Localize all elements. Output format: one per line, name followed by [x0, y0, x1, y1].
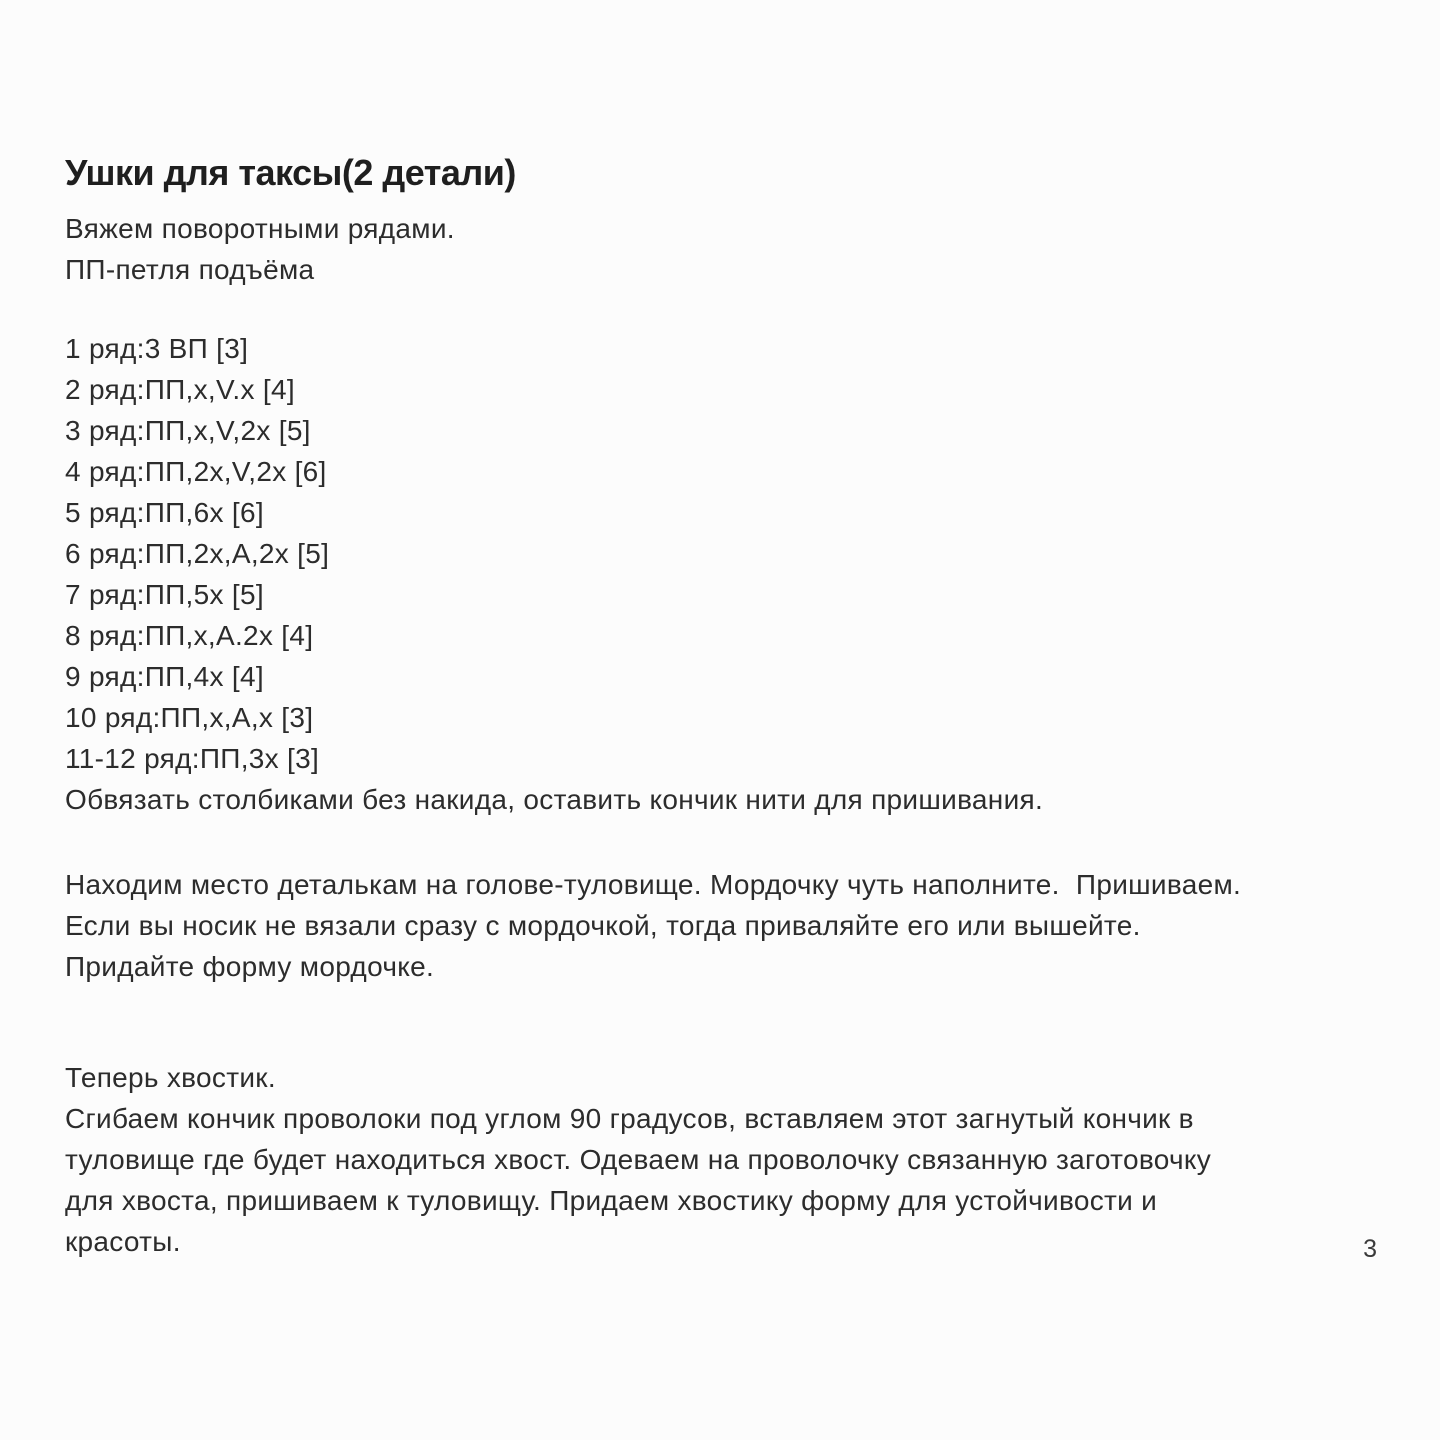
attach-paragraph-line-3: Придайте форму мордочке. [65, 951, 435, 982]
pattern-row-5: 5 ряд:ПП,6х [6] [65, 497, 264, 528]
pattern-row-3: 3 ряд:ПП,х,V,2х [5] [65, 415, 311, 446]
document-content [65, 152, 1395, 1262]
pattern-row-1: 1 ряд:3 ВП [3] [65, 333, 249, 364]
page-number: 3 [1363, 1235, 1377, 1263]
tail-paragraph-line-2: туловище где будет находиться хвост. Одеваем на проволочку связанную заготовочку [65, 1144, 1212, 1175]
intro-line-1: Вяжем поворотными рядами. [65, 213, 455, 244]
spacer [65, 820, 1395, 864]
pattern-row-11-12: 11-12 ряд:ПП,3х [3] [65, 743, 320, 774]
edging-note: Обвязать столбиками без накида, оставить кончик нити для пришивания. [65, 784, 1044, 815]
tail-heading: Теперь хвостик. [65, 1062, 276, 1093]
page-title: Ушки для таксы(2 детали) [65, 152, 516, 193]
tail-paragraph-line-1: Сгибаем кончик проволоки под углом 90 градусов, вставляем этот загнутый кончик в [65, 1103, 1194, 1134]
pattern-row-7: 7 ряд:ПП,5х [5] [65, 579, 264, 610]
tail-paragraph-line-4: красоты. [65, 1226, 181, 1257]
pattern-row-9: 9 ряд:ПП,4х [4] [65, 661, 264, 692]
pattern-row-2: 2 ряд:ПП,х,V.х [4] [65, 374, 295, 405]
intro-line-2: ПП-петля подъёма [65, 254, 315, 285]
spacer [65, 987, 1395, 1057]
pattern-row-10: 10 ряд:ПП,х,А,х [3] [65, 702, 314, 733]
attach-paragraph-line-1: Находим место деталькам на голове-туловище. Мордочку чуть наполните. Пришиваем. [65, 869, 1242, 900]
tail-paragraph-line-3: для хвоста, пришиваем к туловищу. Придаем хвостику форму для устойчивости и [65, 1185, 1158, 1216]
pattern-row-4: 4 ряд:ПП,2х,V,2х [6] [65, 456, 327, 487]
spacer [65, 290, 1395, 328]
attach-paragraph-line-2: Если вы носик не вязали сразу с мордочкой, тогда приваляйте его или вышейте. [65, 910, 1141, 941]
pattern-row-8: 8 ряд:ПП,х,А.2х [4] [65, 620, 314, 651]
pattern-row-6: 6 ряд:ПП,2х,А,2х [5] [65, 538, 330, 569]
